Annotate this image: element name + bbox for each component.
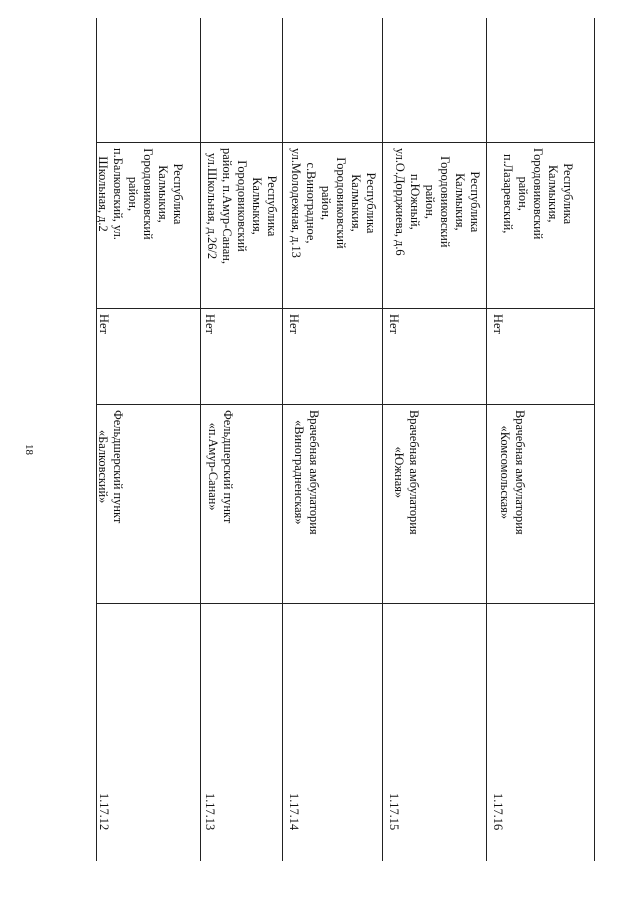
flag-value: Нет <box>287 314 301 334</box>
row-code: 1.17.13 <box>203 793 217 831</box>
facility-name-line: «п.Амур-Санан» <box>206 422 220 511</box>
address-line: Калмыкия, <box>453 173 467 231</box>
address-line: с.Виноградное, <box>304 162 318 244</box>
address-line: ул.Школьная, д.26/2 <box>205 152 219 260</box>
table-row <box>200 18 283 861</box>
page-number: 18 <box>23 444 35 455</box>
row-code: 1.17.14 <box>287 793 301 831</box>
address-line: Городовиковский <box>235 160 249 252</box>
row-code: 1.17.15 <box>387 793 401 831</box>
address-line: Калмыкия, <box>546 164 560 223</box>
column-divider <box>201 142 283 143</box>
column-divider <box>487 142 594 143</box>
address-line: Калмыкия, <box>250 177 264 235</box>
column-divider <box>97 142 201 143</box>
address-line: Республика <box>265 175 279 237</box>
facility-name-line: Врачебная амбулатория <box>407 410 421 535</box>
column-divider <box>283 142 383 143</box>
address-line: Городовиковский <box>334 157 348 249</box>
address-line: Республика <box>364 172 378 234</box>
column-divider <box>283 308 383 309</box>
facility-name-line: Врачебная амбулатория <box>307 410 321 535</box>
facility-name-line: Фельдшерский пункт <box>221 410 235 524</box>
address-line: район, п.Амур-Санан, <box>220 148 234 265</box>
flag-value: Нет <box>97 314 111 334</box>
column-divider <box>201 308 283 309</box>
address-line: Республика <box>468 171 482 233</box>
address-line: район, <box>319 185 333 221</box>
flag-value: Нет <box>203 314 217 334</box>
facility-name-line: «Виноградненская» <box>292 420 306 525</box>
facility-name-line: «Балковский» <box>96 429 110 504</box>
row-code: 1.17.12 <box>97 793 111 831</box>
flag-value: Нет <box>387 314 401 334</box>
address-line: п.Южный, <box>408 173 422 230</box>
column-divider <box>97 603 201 604</box>
address-line: Городовиковский <box>141 148 155 240</box>
address-line: Городовиковский <box>531 148 545 240</box>
facility-name-line: «Комсомольская» <box>498 425 512 520</box>
flag-value: Нет <box>491 314 505 334</box>
column-divider <box>201 404 283 405</box>
address-line: Калмыкия, <box>156 165 170 223</box>
column-divider <box>383 603 487 604</box>
facility-name-line: Фельдшерский пункт <box>111 410 125 524</box>
address-line: п.Балковский, ул. <box>111 148 125 240</box>
address-line: Школьная, д.2 <box>96 156 110 232</box>
column-divider <box>97 404 201 405</box>
table-row <box>96 18 201 861</box>
column-divider <box>383 142 487 143</box>
facilities-table <box>96 18 594 861</box>
address-line: Городовиковский <box>438 156 452 248</box>
column-divider <box>283 603 383 604</box>
address-line: Республика <box>561 163 575 225</box>
column-divider <box>487 603 594 604</box>
address-line: Республика <box>171 163 185 225</box>
address-line: Калмыкия, <box>349 174 363 232</box>
column-divider <box>97 308 201 309</box>
column-divider <box>283 404 383 405</box>
address-line: п.Лазаревский, <box>501 154 515 234</box>
column-divider <box>383 308 487 309</box>
table-row <box>486 18 595 861</box>
column-divider <box>383 404 487 405</box>
column-divider <box>487 404 594 405</box>
address-line: ул.О.Дорджиева, д.6 <box>393 148 407 256</box>
table-row <box>382 18 487 861</box>
address-line: ул.Молодежная, д.13 <box>289 148 303 258</box>
address-line: район, <box>423 184 437 219</box>
facility-name-line: «Южная» <box>392 446 406 499</box>
column-divider <box>201 603 283 604</box>
row-code: 1.17.16 <box>491 793 505 831</box>
address-line: район, <box>516 176 530 211</box>
table-row <box>282 18 383 861</box>
address-line: район, <box>126 176 140 212</box>
facility-name-line: Врачебная амбулатория <box>513 410 527 535</box>
column-divider <box>487 308 594 309</box>
